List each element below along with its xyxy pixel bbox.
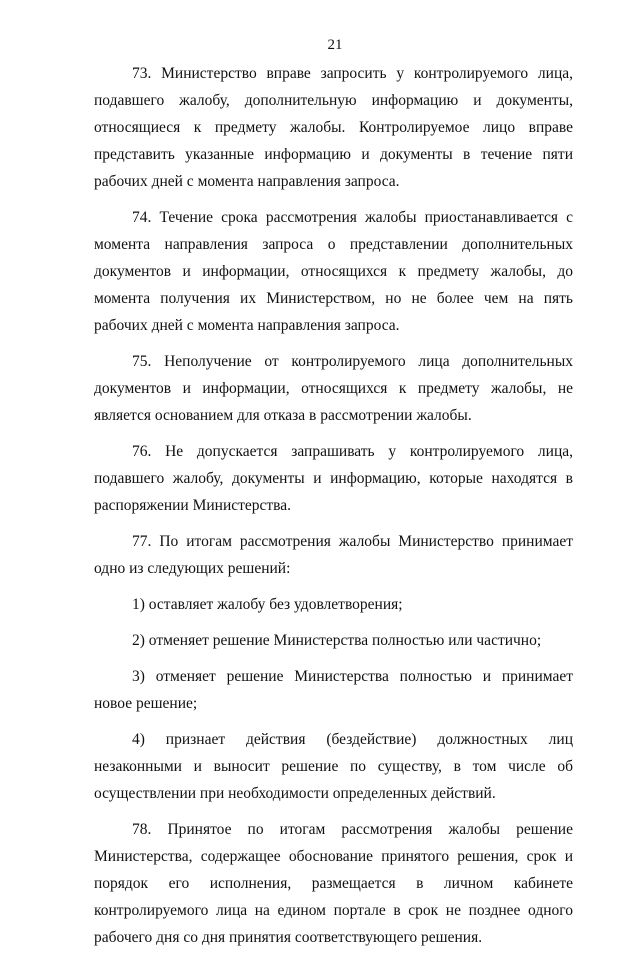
page-number: 21 (327, 37, 343, 53)
decision-item-1: 1) оставляет жалобу без удовлетворения; (132, 596, 403, 613)
decision-item-4: 4) признает действия (бездействие) должностных лиц незаконными и выносит решение по существу, в том числе об осуществлении при необходимости определенных действий. (94, 731, 573, 802)
document-body (94, 60, 573, 960)
decision-item-3: 3) отменяет решение Министерства полностью и принимает новое решение; (94, 668, 573, 712)
paragraph-73: 73. Министерство вправе запросить у контролируемого лица, подавшего жалобу, дополнительную информацию и документы, относящиеся к предмету жалобы. Контролируемое лицо вправе представить указанные информацию и документы в течение пяти рабочих дней с момента направления запроса. (94, 65, 573, 190)
paragraph-76: 76. Не допускается запрашивать у контролируемого лица, подавшего жалобу, документы и информацию, которые находятся в распоряжении Министерства. (94, 443, 573, 514)
paragraph-74: 74. Течение срока рассмотрения жалобы приостанавливается с момента направления запроса о представлении дополнительных документов и информации, относящихся к предмету жалобы, до момента получения их Министерством, но не более чем на пять рабочих дней с момента направления запроса. (94, 209, 573, 334)
paragraph-78: 78. Принятое по итогам рассмотрения жалобы решение Министерства, содержащее обоснование принятого решения, срок и порядок его исполнения, размещается в личном кабинете контролируемого лица на едином портале в срок не позднее одного рабочего дня со дня принятия соответствующего решения. (94, 821, 573, 946)
paragraph-75: 75. Неполучение от контролируемого лица дополнительных документов и информации, относящихся к предмету жалобы, не является основанием для отказа в рассмотрении жалобы. (94, 353, 573, 424)
paragraph-77: 77. По итогам рассмотрения жалобы Министерство принимает одно из следующих решений: (94, 533, 573, 577)
decision-item-2: 2) отменяет решение Министерства полностью или частично; (132, 632, 542, 649)
